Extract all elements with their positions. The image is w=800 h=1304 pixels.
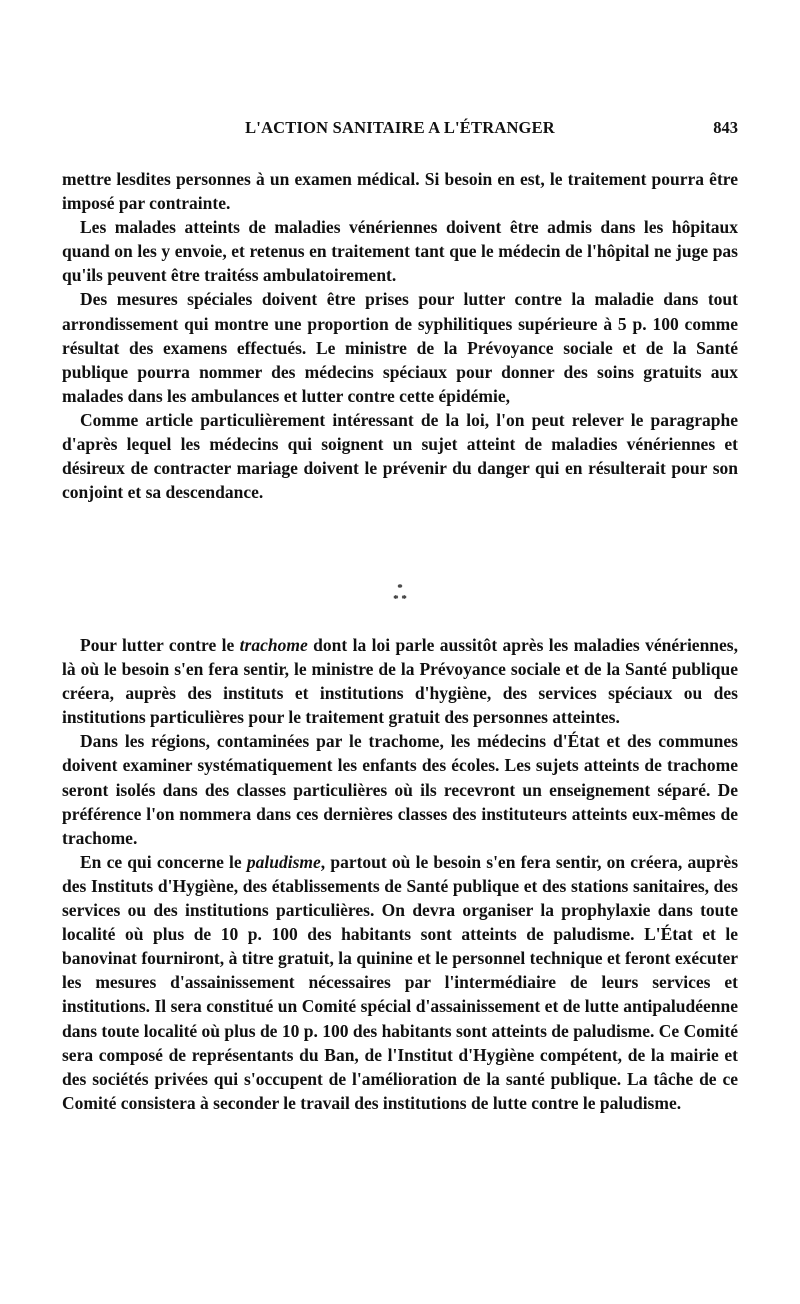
asterism-bottom: * *: [393, 593, 407, 605]
paragraph: mettre lesdites personnes à un examen médical. Si besoin en est, le traitement pourra être imposé par contrainte.: [62, 169, 738, 214]
text-run: En ce qui concerne le: [80, 851, 247, 872]
page-number: 843: [713, 118, 738, 137]
italic-term-paludisme: paludisme: [246, 851, 321, 872]
section-trachoma-malaria: [62, 633, 738, 1115]
italic-term-trachome: trachome: [239, 635, 308, 655]
asterism-top: *: [397, 582, 403, 594]
paragraph: Les malades atteints de maladies vénériennes doivent être admis dans les hôpitaux quand on les y envoie, et retenus en traitement tant que le médecin de l'hôpital ne juge pas qu'ils peuvent être traitéss ambulatoirement.: [62, 217, 738, 286]
text-run: Pour lutter contre le: [80, 635, 240, 655]
paragraph: Des mesures spéciales doivent être prises pour lutter contre la maladie dans tout arrondissement qui montre une proportion de syphilitiques supérieure à 5 p. 100 comme résultat des examens effectués. Le ministre de la Prévoyance sociale et de la Santé publique pourra nommer des médecins spéciaux pour donner des soins gratuits aux malades dans les ambulances et lutter contre cette épidémie,: [62, 289, 738, 406]
running-title: L'ACTION SANITAIRE A L'ÉTRANGER: [245, 118, 555, 137]
running-header: [62, 118, 738, 148]
text-run: , partout où le besoin s'en fera sentir, on créera, auprès des Instituts d'Hygiène, des établissements de Santé publique et des stations sanitaires, des services ou des institutions particulières. On devra organiser la prophylaxie dans toute localité où plus de 10 p. 100 des habitants sont atteints de paludisme. L'État et le banovinat fourniront, à titre gratuit, la quinine et le personnel technique et feront exécuter les mesures d'assainissement nécessaires par l'intermédiaire de leurs services et institutions. Il sera constitué un Comité spécial d'assainissement et de lutte antipaludéenne dans toute localité où plus de 10 p. 100 des habitants sont atteints de paludisme. Ce Comité sera composé de représentants du Ban, de l'Institut d'Hygiène compétent, de la mairie et des sociétés privées qui s'occupent de l'amélioration de la santé publique. La tâche de ce Comité consistera à seconder le travail des institutions de lutte contre le paludisme.: [62, 851, 739, 1113]
text-run: dont la loi parle aussitôt après les maladies vénériennes, là où le besoin s'en fera sentir, le ministre de la Prévoyance sociale et de la Santé publique créera, auprès des instituts et institutions d'hygiène, des services spéciaux ou des institutions particulières pour le traitement gratuit des personnes atteintes.: [62, 635, 738, 728]
section-venereal-diseases: [62, 167, 738, 504]
paragraph: Dans les régions, contaminées par le trachome, les médecins d'État et des communes doivent examiner systématiquement les enfants des écoles. Les sujets atteints de trachome seront isolés dans des classes particulières où ils recevront un enseignement séparé. De préférence l'on nommera dans ces dernières classes des instituteurs atteints eux-mêmes de trachome.: [62, 731, 738, 848]
paragraph-paludisme: [62, 850, 738, 1115]
asterism-separator: [0, 583, 800, 605]
paragraph-trachoma: [62, 633, 738, 729]
paragraph: Comme article particulièrement intéressant de la loi, l'on peut relever le paragraphe d'après lequel les médecins qui soignent un sujet atteint de maladies vénériennes et désireux de contracter mariage doivent le prévenir du danger qui en résulterait pour son conjoint et sa descendance.: [62, 409, 738, 503]
